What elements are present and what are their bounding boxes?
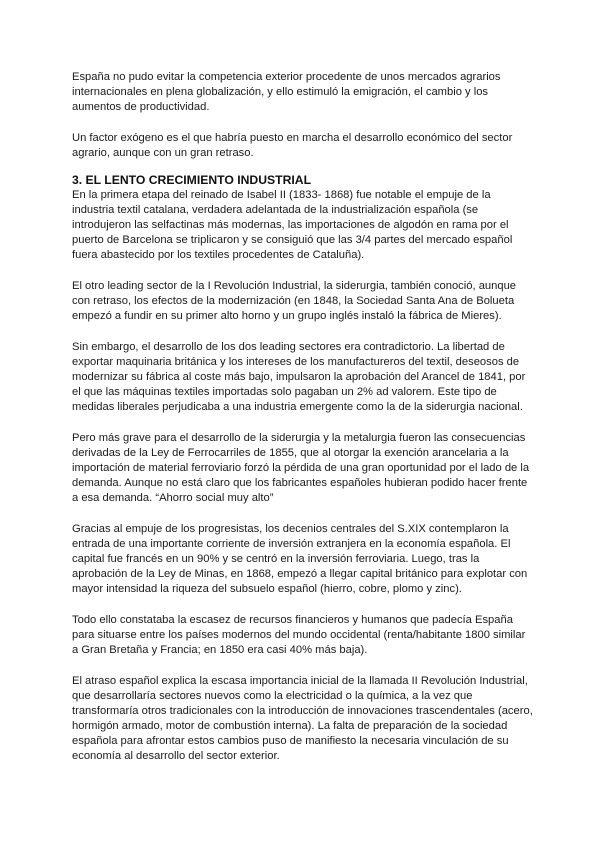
- paragraph-factor-exogeno: Un factor exógeno es el que habría puesto en marcha el desarrollo económico del sector agrario, aunque con un gran retraso.: [72, 132, 513, 159]
- section-heading: 3. EL LENTO CRECIMIENTO INDUSTRIAL: [72, 173, 312, 187]
- paragraph-inversion-extranjera: Gracias al empuje de los progresistas, los decenios centrales del S.XIX contemplaron la entrada de una importante corriente de inversión extranjera en la economía española. El capital fue francés en un 90% y se centró en la inversión ferroviaria. Luego, tras la aprobación de la Ley de Minas, en 1868, empezó a llegar capital británico para explotar con mayor intensidad la riqueza del subsuelo español (hierro, cobre, plomo y zinc).: [72, 523, 528, 595]
- paragraph-siderurgia: El otro leading sector de la I Revolución Industrial, la siderurgia, también conoció, aunque con retraso, los efectos de la modernización (en 1848, la Sociedad Santa Ana de Bolueta empezó a fundir en su primer alto horno y un grupo inglés instaló la fábrica de Mieres).: [72, 280, 517, 322]
- paragraph-segunda-revolucion: El atraso español explica la escasa importancia inicial de la llamada II Revolución Industrial, que desarrollaría sectores nuevos como la electricidad o la química, a la vez que transformaría otros tradicionales con la introducción de innovaciones trascendentales (acero, hormigón armado, motor de combustión interna). La falta de preparación de la sociedad española para afrontar estos cambios puso de manifiesto la necesaria vinculación de su economía al desarrollo del sector exterior.: [72, 675, 533, 762]
- paragraph-contradictorio: Sin embargo, el desarrollo de los dos leading sectores era contradictorio. La libertad de exportar maquinaria británica y los intereses de los manufactureros del textil, deseosos de modernizar su fábrica al coste más bajo, impulsaron la aprobación del Arancel de 1841, por el que las máquinas textiles importadas solo pagaban un 2% ad valorem. Este tipo de medidas liberales perjudicaba a una industria emergente como la de la siderurgia nacional.: [72, 341, 526, 413]
- paragraph-ley-ferrocarriles: Pero más grave para el desarrollo de la siderurgia y la metalurgia fueron las consecuencias derivadas de la Ley de Ferrocarriles de 1855, que al otorgar la exención arancelaria a la importación de material ferroviario forzó la pérdida de una gran oportunidad por el lado de la demanda. Aunque no está claro que los fabricantes españoles hubieran podido hacer frente a esa demanda. “Ahorro social muy alto”: [72, 432, 530, 504]
- paragraph-escasez-recursos: Todo ello constataba la escasez de recursos financieros y humanos que padecía España para situarse entre los países modernos del mundo occidental (renta/habitante 1800 similar a Gran Bretaña y Francia; en 1850 era casi 40% más baja).: [72, 614, 526, 656]
- paragraph-industria-textil: En la primera etapa del reinado de Isabel II (1833- 1868) fue notable el empuje de la industria textil catalana, verdadera adelantada de la industrialización española (se introdujeron las selfactinas más modernas, las importaciones de algodón en rama por el puerto de Barcelona se triplicaron y se consiguió que las 3/4 partes del mercado español fuera abastecido por los textiles procedentes de Cataluña).: [72, 189, 513, 261]
- document-page: [72, 70, 534, 780]
- paragraph-competencia: España no pudo evitar la competencia exterior procedente de unos mercados agrarios internacionales en plena globalización, y ello estimuló la emigración, el cambio y los aumentos de productividad.: [72, 71, 501, 113]
